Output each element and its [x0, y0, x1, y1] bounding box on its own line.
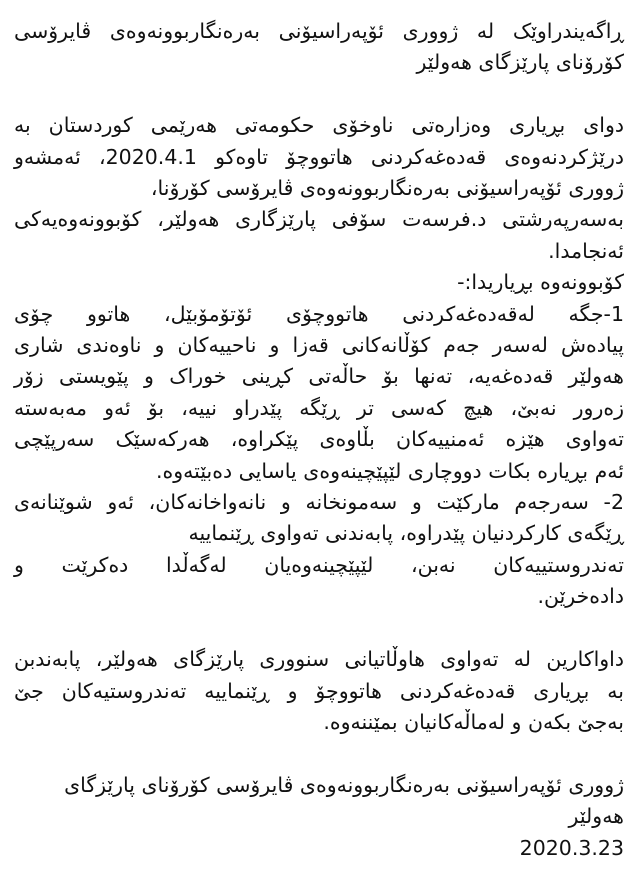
date-value: 2020.3.23 [519, 835, 624, 860]
appeal-paragraph [14, 644, 624, 738]
paragraph-line: دوای بڕیاری وەزارەتی ناوخۆی حکومەتی هەرێمی کوردستان بە [14, 113, 624, 138]
appeal-line: بەجێ بکەن و لەماڵەکانیان بمێننەوە. [323, 709, 624, 734]
decision-item-1 [14, 299, 624, 487]
decisions-heading: کۆبوونەوە بڕیاریدا:- [457, 270, 624, 295]
decision-line: پیادەش لەسەر جەم کۆڵانەکانی قەزا و ناحییەکان و ناوەندی شاری [14, 333, 624, 358]
decision-line: ئەم بڕیارە بکات دووچاری لێپێچینەوەی یاسایی دەبێتەوە. [155, 458, 624, 483]
appeal-line: بە بڕیاری قەدەغەکردنی هاتووچۆ و ڕێنماییە تەندروستیەکان جێ [14, 678, 624, 703]
title-line: ڕاگەیندراوێک لە ژووری ئۆپەراسیۆنی بەرەنگاربوونەوەی ڤایرۆسی [14, 19, 624, 43]
decision-line: دادەخرێن. [537, 584, 624, 609]
signature-line: هەولێر [568, 804, 624, 829]
paragraph-line: بەسەرپەرشتی د.فرسەت سۆفی پارێزگاری هەولێر، کۆبوونەوەیەکی [14, 207, 624, 232]
decision-line: زەرور نەبێ، هیچ کەسی تر ڕێگە پێدراو نییە، بۆ ئەو مەبەستە [14, 395, 624, 420]
paragraph-line: درێژکردنەوەی قەدەغەکردنی هاتووچۆ تاوەکو 2020.4.1، ئەمشەو [14, 144, 624, 169]
blank-line [14, 738, 624, 769]
decision-line: تەندروستییەکان نەبن، لێپێچینەوەیان لەگەڵدا دەکرێت و [14, 552, 624, 577]
intro-paragraph [14, 110, 624, 267]
decision-line: 2- سەرجەم مارکێت و سەمونخانە و نانەواخانەکان، ئەو شوێنانەی [14, 490, 624, 515]
decision-item-2 [14, 487, 624, 613]
decision-line: تەواوی هێزە ئەمنییەکان بڵاوەی پێکراوە، هەرکەسێک سەرپێچی [14, 427, 624, 452]
decision-line: هەولێر قەدەغەیە، تەنها بۆ حاڵەتی کڕینی خوراک و پێویستی زۆر [14, 364, 624, 389]
appeal-line: داواکارین لە تەواوی هاوڵاتیانی سنووری پارێزگای هەولێر، پابەندبن [14, 647, 624, 672]
blank-line [14, 79, 624, 110]
signature-line: ژووری ئۆپەراسیۆنی بەرەنگاربوونەوەی ڤایرۆسی کۆرۆنای پارێزگای [64, 772, 624, 797]
paragraph-line: ئەنجامدا. [548, 238, 624, 263]
decision-line: ڕێگەی کارکردنیان پێدراوە، پابەندنی تەواوی ڕێنماییە [188, 521, 624, 546]
announcement-date [14, 833, 624, 864]
decision-line: 1-جگە لەقەدەغەکردنی هاتووچۆی ئۆتۆمۆبێل، هاتوو چۆی [14, 301, 624, 326]
signature-block [14, 770, 624, 864]
title-line: کۆرۆنای پارێزگای هەولێر [416, 50, 624, 75]
announcement-title [14, 16, 624, 79]
paragraph-line: ژووری ئۆپەراسیۆنی بەرەنگاربوونەوەی ڤایرۆسی کۆرۆنا، [150, 176, 624, 201]
blank-line [14, 613, 624, 644]
